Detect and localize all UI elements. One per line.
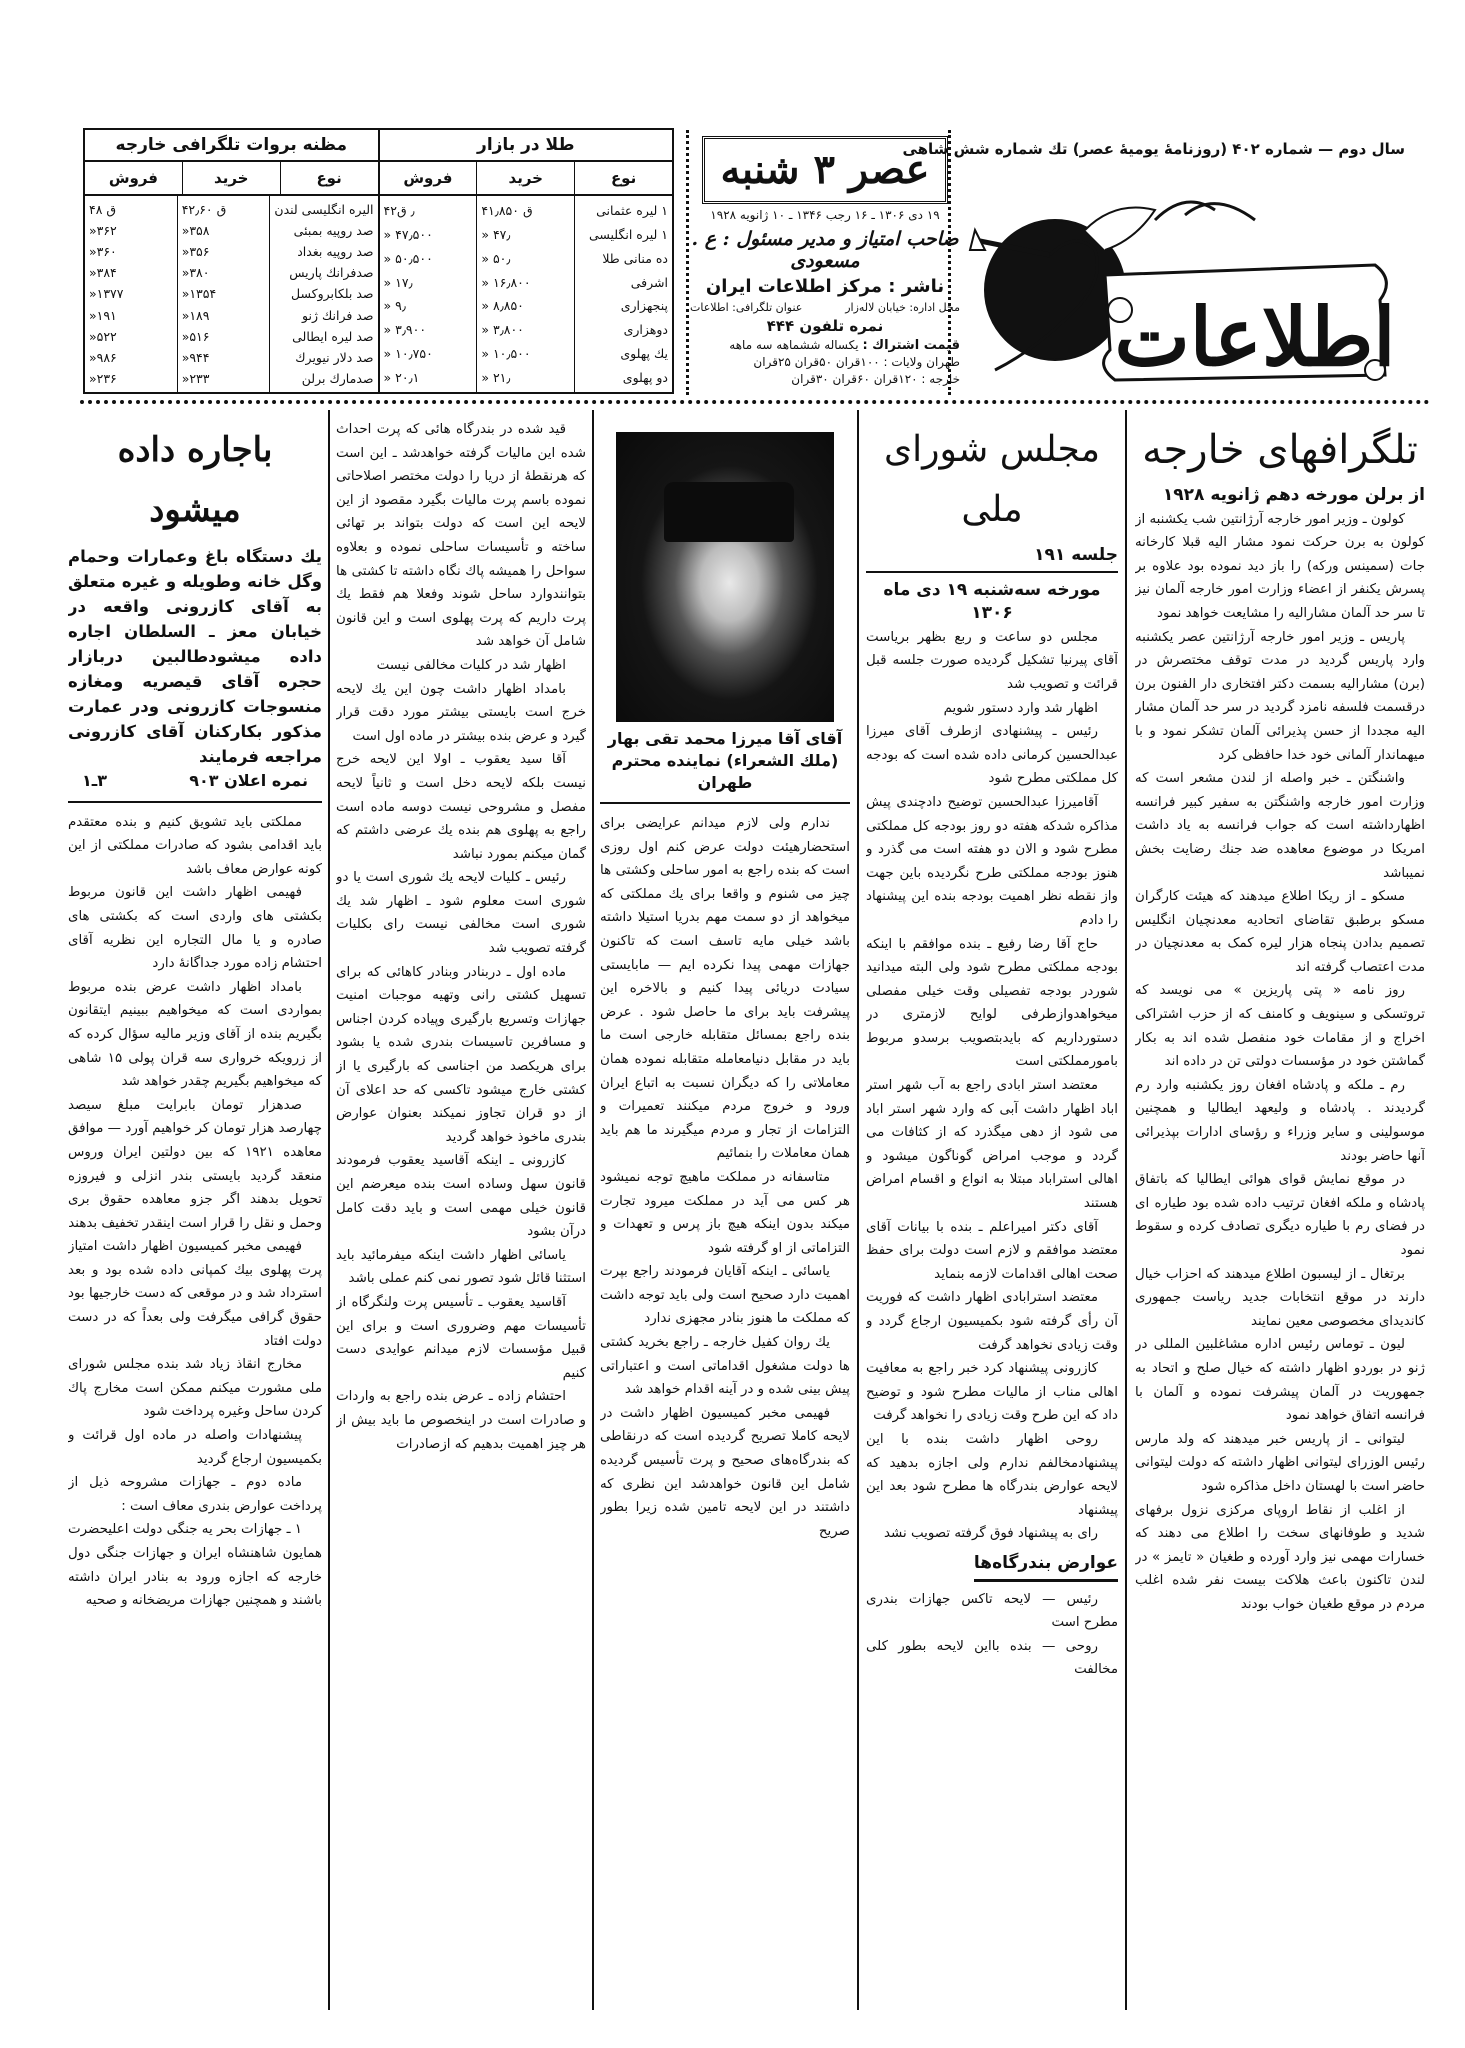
paragraph: ماده دوم ـ جهازات مشروحه ذیل از پرداخت عوارض بندری معاف است : [68, 1475, 322, 1514]
table-cell: » ۲۰٫۱ [383, 369, 420, 385]
ports-section-title: عوارض بندرگاه‌ها [974, 1552, 1118, 1582]
table-cell: ۴۲٫۶۰ ق [181, 202, 227, 218]
caption-rule [600, 802, 850, 804]
table-cell: » ۹٫ [383, 298, 406, 314]
paragraph: حاج آقا رضا رفیع ـ بنده موافقم با اینکه بودجه مملکتی مطرح شود ولی البته میدانید شوردر بودجه تفصیلی وقت خیلی مفصلی میخواهدوازطرفی لوایح لازمتری در دستورداریم که بایدبتصویب برسدو مربوط بامورمملکتی است [866, 936, 1118, 1070]
table-cell: ۱ لیره عثمانی [596, 203, 668, 219]
table-cell: ۴۸ ق [88, 202, 117, 218]
table-column [476, 196, 574, 392]
column-divider [857, 410, 859, 2010]
address-line [690, 301, 960, 314]
fx-table-body [85, 196, 378, 392]
table-cell: پنجهزاری [620, 298, 668, 314]
logo-text: اطلاعات [1114, 290, 1396, 384]
column-divider [328, 410, 330, 2010]
article-body [600, 812, 850, 1543]
foreign-telegrams-column [1135, 410, 1425, 2030]
ad-column [68, 410, 322, 2030]
header-bottom-rule [80, 400, 1430, 404]
table-cell: دو پهلوی [622, 369, 668, 385]
session-number: جلسه ۱۹۱ [866, 544, 1118, 573]
table-cell: ۴۱٫۸۵۰ ق [481, 203, 533, 219]
photo-caption-line1: آقای آقا میرزا محمد تقی بهار [607, 729, 843, 748]
table-cell: الیره انگلیسی لندن [274, 202, 374, 218]
paragraph: فهیمی اظهار داشت این قانون مربوط بکشتی های واردی است که بکشتی های صادره و یا مال التجاره این نظریه آقای احتشام زاده مورد جداگانهٔ دارد [68, 885, 322, 972]
paragraph: صدهزار تومان بابرایت مبلغ سیصد چهارصد هزار تومان کر خواهیم آورد — موافق معاهده ۱۹۲۱ که بین دولتین ایران وروس منعقد گردید بایستی بندر انزلی و فیروزه تحویل بدهند اگر جزو معاهده حقوق بری وحمل و نقل را قرار است اینقدر تخفیف بدهند [68, 1097, 322, 1231]
paragraph: کازرونی ـ اینکه آقاسید یعقوب فرمودند قانون سهل وساده است بنده میعرضم این قانون خیلی مهمی است و باید دقت کامل درآن بشود [336, 1153, 586, 1240]
paragraph: رئیس ـ پیشنهادی ازطرف آقای میرزا عبدالحسین کرمانی داده شده است که بودجه کل مملکتی مطرح شود [866, 724, 1118, 787]
paragraph: آقا سید یعقوب ـ اولا این لایحه خرج نیست بلکه لایحه دخل است و ثانیاً لایحه مفصل و مشروحی نیست دوسه ماده است راجع به پهلوی هم بنده یك عرضی داشتم که گمان میکنم بمورد نباشد [336, 752, 586, 862]
table-cell: » ۱۶٫۸۰۰ [481, 274, 531, 290]
foreign-telegrams-subhead: از برلن مورخه دهم ژانویه ۱۹۲۸ [1162, 485, 1425, 505]
table-cell: صد روپیه بغداد [297, 244, 374, 260]
day-label: عصر ۳ شنبه [702, 136, 948, 204]
paragraph: آقامیرزا عبدالحسین توضیح دادچندی پیش مذاکره شدکه هفته دو روز بودجه کل مملکتی مطرح شود و الان دو هفته است می گذرد و هنوز بودجه مملکتی طرح نگردیده باین جهت واز نقطه نظر اهمیت بودجه بنده این پیشنهاد را دادم [866, 794, 1118, 928]
column-divider [1125, 410, 1127, 2010]
article-body [336, 418, 586, 1456]
table-cell: »۵۲۲ [88, 328, 117, 344]
majlis-headline: مجلس شورای ملی [883, 429, 1101, 530]
column-header: خرید [476, 162, 574, 194]
herald-angel-logo-icon [955, 170, 1405, 390]
table-cell: دوهزاری [623, 322, 668, 338]
paragraph: کازرونی پیشنهاد کرد خبر راجع به معافیت اهالی مناب از مالیات مطرح شود و توضیح داد که این طرح وقت زیادی را نخواهد گرفت [866, 1361, 1118, 1424]
paragraph: مخارج انقاذ زیاد شد بنده مجلس شورای ملی مشورت میکنم ممکن است مخارج پاك کردن ساحل وغیره پرداخت شود [68, 1357, 322, 1420]
paragraph: برتغال ـ از لیسبون اطلاع میدهند که احزاب خیال دارند در موقع انتخابات جدید ریاست جمهوری کاندیدای مخصوصی معین نمایند [1135, 1266, 1425, 1329]
column-header: نوع [574, 162, 672, 194]
table-cell: » ۱۰٫۷۵۰ [383, 345, 433, 361]
paragraph: معتضد استر ابادی راجع به آب شهر استر اباد اظهار داشت آبی که وارد شهر استر اباد می شود از دهی میگذرد که از کثافات می گردد و موجب امراض گوناگون میشود و اهالی استراباد مبتلا به انواع و اقسام امراض هستند [866, 1078, 1118, 1212]
paragraph: مملکتی باید تشویق کنیم و بنده معتقدم باید اقدامی بشود که صادرات مملکتی از این کونه عوارض معاف باشد [68, 814, 322, 877]
article-body [68, 811, 322, 1613]
paragraph: روز نامه « پتی پاریزین » می نویسد که تروتسکی و سینویف و کامنف که از حزب اشتراکی اخراج و از مقامات خود منفصل شده اند به بکار گماشتن خود در مؤسسات دولتی تن در داده اند [1135, 983, 1425, 1070]
paragraph: اظهار شد در کلیات مخالفی نیست [376, 657, 566, 673]
subscription-periods: یکساله ششماهه سه ماهه [729, 338, 859, 352]
table-cell: » ۵۰٫۵۰۰ [383, 250, 433, 266]
paragraph: اظهار شد وارد دستور شویم [943, 700, 1098, 716]
gold-table-body [380, 196, 673, 392]
paragraph: قید شده در بندرگاه هائی که پرت احداث شده این مالیات گرفته خواهدشد ـ این است که هرنقطهٔ از دریا را دولت مختصر اصلاحاتی نموده باسم پرت مالیات بگیرد مقصود از این لایحه این است که دولت بتواند بر تهائی ساخته و تأسیسات ساحلی نموده و بعلاوه سواحل را همیشه پاك نگاه داشته تا کشتی ها بتوانندوارد ساحل شوند وفعلا هم فقط یك پرت داریم که پرت پهلوی است و این قانون شامل آن خواهد شد [336, 422, 586, 650]
session-date: مورخه سه‌شنبه ۱۹ دی ماه ۱۳۰۶ [883, 579, 1101, 624]
table-column [574, 196, 672, 392]
telegraph-address: عنوان تلگرافی: اطلاعات [690, 301, 803, 314]
owner-line: صاحب امتیاز و مدیر مسئول : ع . مسعودی [691, 228, 959, 272]
paragraph: رای به پیشنهاد فوق گرفته تصویب نشد [883, 1526, 1098, 1542]
header-divider [686, 130, 689, 395]
paragraph: از اغلب از نقاط اروپای مرکزی نزول برفهای شدید و طوفانهای سخت را اطلاع می دهند که خسارات مهمی نیز وارد آورده و طغیان « تایمز » در لندن تاکنون باعث هلاکت بیست نفر شده اغلب مردم در موقع طغیان خواب بودند [1135, 1502, 1425, 1612]
table-cell: »۳۶۰ [88, 244, 117, 260]
ad-headline: باجاره داده میشود [117, 430, 273, 530]
table-column [269, 196, 377, 392]
table-cell: ده منانی طلا [602, 250, 668, 266]
phone-number: نمره تلفون ۴۴۴ [766, 317, 884, 335]
paragraph: بامداد اظهار داشت چون این یك لایحه خرج است بایستی بیشتر مورد دقت قرار گیرد و عرض بنده بیشتر در ماده اول است [336, 681, 586, 744]
table-cell: » ۴۷٫۵۰۰ [383, 227, 433, 243]
paragraph: متاسفانه در مملکت ماهیچ توجه نمیشود هر کس می آید در مملکت میرود تجارت میکند بدون اینکه هیچ باز پرس و تعهدات و التزاماتی از او گرفته شود [600, 1169, 850, 1256]
gold-table-title: طلا در بازار [380, 130, 673, 162]
table-cell: » ۳٫۹۰۰ [383, 322, 427, 338]
ad-number: نمره اعلان ۹۰۳ [189, 771, 308, 790]
subscription-prices [690, 337, 960, 388]
ad-rule [68, 801, 322, 803]
table-cell: »۳۵۸ [181, 223, 210, 239]
table-cell: صد لیره ایطالی [292, 328, 374, 344]
ad-footer [68, 769, 322, 793]
table-cell: » ۵۰٫ [481, 250, 511, 266]
ad-run: ۳ـ۱ [82, 771, 107, 790]
paragraph: رئیس — لایحه تاکس جهازات بندری مطرح است [866, 1591, 1118, 1631]
market-tables [83, 128, 674, 394]
paragraph: فهیمی مخبر کمیسیون اظهار داشت در لایحه کاملا تصریح گردیده است که درنقاطی که بندرگاه‌های صحیح و پرت تأسیس گردیده شامل این قانون خواهدشد این نظری که داشتند در این لایحه تامین شده زیرا بطور صریح [600, 1405, 850, 1539]
foreign-telegrams-headline: تلگرافهای خارجه [1142, 427, 1418, 473]
paragraph: لیون ـ توماس رئیس اداره مشاغلبین المللی در ژنو در بوردو اظهار داشته که خیال صلح و اتحاد به جمهوریت در آلمان پیشرفت نموده و آلمان با فرانسه اتفاق خواهد نمود [1135, 1337, 1425, 1424]
paragraph: ماده اول ـ دربنادر وبنادر کاهائی که برای تسهیل کشتی رانی وتهیه موجبات امنیت جهازات وتسریع بارگیری وپیاده کردن اجناس و مسافرین تاسیسات بندری شده یا بشود برای هریکصد من اجناسی که بارگیری یا از کشتی خارج میشود تاکسی که حد اعلای آن از دو قران تجاوز نمیکند بعنوان عوارض بندری ماخوذ خواهد گردید [336, 964, 586, 1145]
table-cell: صد فرانك ژنو [302, 307, 374, 323]
table-column [177, 196, 270, 392]
majlis-column [866, 410, 1118, 2030]
paragraph: روحی — بنده بااین لایحه بطور کلی مخالفت [866, 1638, 1118, 1678]
table-cell: »۱۹۱ [88, 307, 117, 323]
law-column [336, 410, 586, 2030]
photo-column [600, 410, 850, 2030]
date-line: ۱۹ دی ۱۳۰۶ ـ ۱۶ رجب ۱۳۴۶ ـ ۱۰ ژانویه ۱۹۲۸ [710, 208, 940, 222]
portrait-photo [616, 432, 834, 722]
table-cell: صدفرانك پاریس [289, 265, 374, 281]
article-body [866, 626, 1118, 1546]
table-cell: »۵۱۶ [181, 328, 210, 344]
table-column [85, 196, 177, 392]
table-cell: » ۴۷٫ [481, 227, 511, 243]
gold-price-table [378, 130, 673, 392]
gold-table-header [380, 162, 673, 196]
paragraph: لیتوانی ـ از پاریس خبر میدهند که ولد مارس رئیس الوزرای لیتوانی اظهار داشته که دولت لیتوانی حاضر است با لهستان داخل مذاکره شود [1135, 1431, 1425, 1494]
paragraph: فهیمی مخبر کمیسیون اظهار داشت امتیاز پرت پهلوی بیك کمپانی داده شده بود و بعد استرداد شد و در موقعی که دست خارجیها بود حقوق گرافی میگرفت ولی بعداً که در دست دولت افتاد [68, 1239, 322, 1349]
paragraph: احتشام زاده ـ عرض بنده راجع به واردات و صادرات است در اینخصوص ما باید بیش از هر چیز اهمیت بدهیم که ازصادرات [336, 1389, 586, 1452]
column-header: نوع [280, 162, 378, 194]
paragraph: یاسائی ـ اینکه آقایان فرمودند راجع بپرت اهمیت دارد صحیح است ولی باید توجه داشت که مملکت ما هنوز بنادر مجهزی ندارد [600, 1264, 850, 1327]
paragraph: آقاسید یعقوب ـ تأسیس پرت ولنگرگاه از تأسیسات مهم وضروری است و برای این قبیل مؤسسات لازم میدانم عوایدی دست کنیم [336, 1294, 586, 1381]
paragraph: پاریس ـ وزیر امور خارجه آرژانتین عصر یکشنبه وارد پاریس گردید در مدت توقف مختصرش در (برن) مشارالیه بسمت دکتر افتخاری دار الفنون برن درقسمت فلسفه نامزد گردید در سر حد آلمان مشار الیه مجددا از حسن پذیرائی آلمان تشکر نمود و با میهماندار آلمانی خود خدا حافظی کرد [1135, 629, 1425, 763]
table-cell: ۱ لیره انگلیسی [588, 227, 668, 243]
newspaper-logo [955, 170, 1405, 390]
column-header: خرید [182, 162, 280, 194]
ad-body: یك دستگاه باغ وعمارات وحمام وگل خانه وطویله و غیره متعلق به آقای کازرونی واقعه در خیابان معز ـ السلطان اجاره داده میشودطالبین دربازار حجره آقای قیصریه ومغازه منسوجات کازرونی ودر عمارت مذکور بکارکنان آقای کازرونی مراجعه فرمایند [68, 547, 322, 766]
column-header: فروش [403, 169, 453, 187]
table-cell: »۱۸۹ [181, 307, 210, 323]
paragraph: واشنگتن ـ خبر واصله از لندن مشعر است که وزارت امور خارجه واشنگتن به سفیر کبیر فرانسه اظهارداشته است که جواب فرانسه به یاد داشت امریکا در موضوع معاهده ضد جنك رضایت بخش نمیباشد [1135, 771, 1425, 881]
table-cell: » ۱۰٫۵۰۰ [481, 345, 531, 361]
office-address: محل اداره: خیابان لاله‌زار [845, 301, 960, 314]
article-body [866, 1588, 1118, 1682]
paragraph: معتضد استرابادی اظهار داشت که فوریت آن رأی گرفته شود بکمیسیون ارجاع گردد و وقت زیادی نخواهد گرفت [866, 1290, 1118, 1353]
portrait-hat [664, 482, 794, 542]
table-cell: »۳۵۶ [181, 244, 210, 260]
table-cell: »۲۳۳ [181, 370, 210, 386]
paragraph: رم ـ ملکه و پادشاه افغان روز یکشنبه وارد رم گردیدند . پادشاه و ولیعهد ایطالیا و همچنین موسولینی و سایر وزراء و رؤسای ادارات بپذیرائی آنها حاضر بودند [1135, 1077, 1425, 1164]
table-cell: »۹۸۶ [88, 349, 117, 365]
publisher-line: ناشر : مرکز اطلاعات ایران [705, 276, 945, 297]
paragraph: کولون ـ وزیر امور خارجه آرژانتین شب یکشنبه از کولون به برن حرکت نمود مشار الیه قبلا کارخانه جات (سمینس ورکه) را باز دید نموده بود علاوه بر پسرش یکنفر از اعضاء وزارت امور خارجه آلمان نیز تا سر حد آلمان مشارالیه را مشایعت خواهد نمود [1135, 511, 1425, 621]
table-cell: »۳۶۲ [88, 223, 117, 239]
table-cell: صد دلار نیویرك [295, 349, 374, 365]
column-divider [592, 410, 594, 2010]
fx-table-title: مظنه بروات تلگرافی خارجه [85, 130, 378, 162]
subscription-tehran: طهران ولایات : ۱۰۰قران ۵۰قران ۲۵قران [753, 355, 960, 369]
table-cell: » ۲۱٫ [481, 369, 511, 385]
table-cell: » ۳٫۸۰۰ [481, 322, 524, 338]
table-cell: اشرفی [630, 274, 668, 290]
table-cell: »۳۸۴ [88, 265, 117, 281]
issue-line: سال دوم — شماره ۴۰۲ (روزنامهٔ یومیهٔ عصر) تك شماره شش شاهی [902, 140, 1405, 158]
paragraph: مسکو ـ از ریکا اطلاع میدهند که هیئت کارگران مسکو برطبق تقاضای اتحادیه معدنچیان انگلیس تصمیم بدادن پنجاه هزار لیره کمک به معدنچیان در مدت اعتصاب گرفته اند [1135, 889, 1425, 975]
paragraph: مجلس دو ساعت و ربع بظهر بریاست آقای پیرنیا تشکیل گردیده صورت جلسه قبل قرائت و تصویب شد [866, 629, 1118, 692]
paragraph: رئیس ـ کلیات لایحه یك شوری است یا دو شوری است معلوم شود ـ اظهار شد یك شوری است مخالفی نیست رای بکلیات گرفته تصویب شد [336, 870, 586, 957]
table-cell: » ۸٫۸۵۰ [481, 298, 524, 314]
paragraph: در موقع نمایش قوای هوائی ایطالیا که باتفاق پادشاه و ملکه افغان ترتیب داده شده بود طیاره ای در فضای رم با طیاره دیگری تصادف کرده و سقوط نمود [1135, 1172, 1425, 1258]
table-cell: یك پهلوی [620, 345, 668, 361]
table-cell: »۱۳۵۴ [181, 286, 217, 302]
publication-info [690, 130, 960, 395]
table-cell: ۴۲٫ ق [383, 203, 415, 219]
fx-rate-table [85, 130, 378, 392]
column-header: فروش [108, 169, 159, 187]
table-cell: »۹۴۴ [181, 349, 210, 365]
paragraph: ۱ ـ جهازات بحر یه جنگی دولت اعلیحضرت همایون شاهنشاه ایران و جهازات جنگی دول خارجه که اجازه ورود به بنادر ایران داشته باشند و همچنین جهازات مریضخانه و صحیه [68, 1522, 322, 1609]
paragraph: یاسائی اظهار داشت اینکه میفرمائید باید استثنا قائل شود تصور نمی کنم عملی باشد [336, 1247, 586, 1287]
paragraph: بامداد اظهار داشت عرض بنده مربوط بمواردی است که میخواهیم ببینیم ایتقانون بگیریم بنده از آقای وزیر مالیه سؤال کرده که از زرویکه خرواری سه قران پولی ۱۵ شاهی که میخواهیم بگیریم چقدر خواهد شد [68, 979, 322, 1090]
subscription-title: قیمت اشتراك : [862, 338, 960, 353]
paragraph: روحی اظهار داشت بنده با این پیشنهادمخالفم ندارم ولی اجازه بدهید که لایحه عوارض بندرگاه ها مطرح شود بعد این پیشنهاد [866, 1431, 1118, 1518]
table-cell: صد بلکابروکسل [291, 286, 374, 302]
table-cell: صدمارك برلن [301, 370, 374, 386]
table-cell: »۲۳۶ [88, 370, 117, 386]
paragraph: ندارم ولی لازم میدانم عرایضی برای استحضارهیئت دولت عرض کنم اول روزی است که بنده راجع به امور ساحلی وکشتی ها چیز می شنوم و واقعا برای یك مملکتی که میخواهد از دو سمت مهم بدریا استیلا داشته باشد خیلی مایه تاسف است که تاکنون جهازات مهمی پیدا نکرده ایم — مابایستی سیادت دریائی پیدا کنیم و بالاخره این پیشرفت باید برای ما حاصل شود . عرض بنده راجع بمسائل متقابله خارجی است ما باید در مقابل دنیامعامله متقابله نموده همان معاملاتی را که دیگران نسبت به اتباع ایران ورود و خروج مردم میکنند تعمیرات و التزامات از تجار و مردم میگیرند ما هم باید همان معاملات را بنمائیم [600, 816, 850, 1162]
table-cell: »۳۸۰ [181, 265, 210, 281]
paragraph: پیشنهادات واصله در ماده اول قرائت و بکمیسیون ارجاع گردید [68, 1428, 322, 1467]
article-body [1135, 508, 1425, 1617]
paragraph: یك روان کفیل خارجه ـ راجع بخرید کشتی ها دولت مشغول اقداماتی است و اعتباراتی پیش بینی شده و در آینه اقدام خواهد شد [600, 1335, 850, 1398]
subscription-abroad: خارجه : ۱۲۰قران ۶۰قران ۳۰قران [791, 372, 960, 386]
table-cell: » ۱۷٫ [383, 274, 413, 290]
table-cell: »۱۳۷۷ [88, 286, 124, 302]
fx-table-header [85, 162, 378, 196]
table-column [380, 196, 477, 392]
table-cell: صد روپیه بمبئی [293, 223, 374, 239]
paragraph: آقای دکتر امیراعلم ـ بنده با بیانات آقای معتضد موافقم و لازم است دولت برای حفظ صحت اهالی اقدامات لازمه بنماید [866, 1219, 1118, 1282]
photo-caption-line2: (ملك الشعراء) نماینده محترم طهران [611, 751, 839, 792]
